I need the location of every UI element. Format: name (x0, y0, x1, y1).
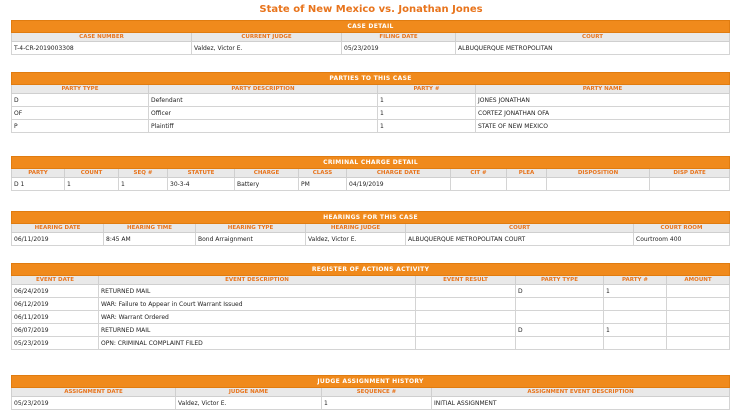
cell-event-date: 06/24/2019 (12, 285, 99, 298)
cell-sequence-num: 1 (322, 397, 432, 410)
table-row (12, 397, 730, 410)
cell-event-date: 05/23/2019 (12, 337, 99, 350)
cell-event-description: RETURNED MAIL (99, 285, 416, 298)
cell-party-type (516, 298, 604, 311)
column-header-row (12, 85, 730, 94)
cell-current-judge: Valdez, Victor E. (192, 42, 342, 55)
column-header-disposition: DISPOSITION (547, 169, 650, 178)
column-header-judge-name: JUDGE NAME (176, 388, 322, 397)
cell-plea (507, 178, 547, 191)
cell-party-type: D (516, 285, 604, 298)
column-header-count: COUNT (65, 169, 119, 178)
cell-party-name: STATE OF NEW MEXICO (476, 120, 730, 133)
cell-statute: 30-3-4 (168, 178, 235, 191)
cell-event-description: OPN: CRIMINAL COMPLAINT FILED (99, 337, 416, 350)
column-header-filing-date: FILING DATE (342, 33, 456, 42)
cell-party-type: D (516, 324, 604, 337)
cell-event-description: WAR: Warrant Ordered (99, 311, 416, 324)
parties-section (11, 72, 729, 133)
cell-party-type (516, 311, 604, 324)
column-header-court: COURT (406, 224, 634, 233)
cell-judge-name: Valdez, Victor E. (176, 397, 322, 410)
cell-event-description: WAR: Failure to Appear in Court Warrant Issued (99, 298, 416, 311)
column-header-sequence-num: SEQUENCE # (322, 388, 432, 397)
cell-event-result (416, 311, 516, 324)
section-heading: PARTIES TO THIS CASE (12, 73, 730, 85)
column-header-party: PARTY (12, 169, 65, 178)
criminal-charge-section (11, 156, 729, 191)
cell-party-num: 1 (378, 107, 476, 120)
section-heading: CRIMINAL CHARGE DETAIL (12, 157, 730, 169)
column-header-row (12, 388, 730, 397)
cell-event-result (416, 324, 516, 337)
page-title: State of New Mexico vs. Jonathan Jones (259, 4, 483, 15)
column-header-hearing-date: HEARING DATE (12, 224, 104, 233)
column-header-row (12, 224, 730, 233)
cell-event-result (416, 285, 516, 298)
section-heading: JUDGE ASSIGNMENT HISTORY (12, 376, 730, 388)
cell-charge: Battery (235, 178, 299, 191)
cell-case-number: T-4-CR-2019003308 (12, 42, 192, 55)
column-header-row (12, 169, 730, 178)
column-header-row (12, 33, 730, 42)
cell-court: ALBUQUERQUE METROPOLITAN (456, 42, 730, 55)
column-header-hearing-type: HEARING TYPE (196, 224, 306, 233)
table-row (12, 94, 730, 107)
cell-party-type: OF (12, 107, 149, 120)
cell-event-result (416, 298, 516, 311)
column-header-court-room: COURT ROOM (634, 224, 730, 233)
cell-amount (667, 337, 730, 350)
column-header-row (12, 276, 730, 285)
column-header-seq-num: SEQ # (119, 169, 168, 178)
cell-party-num (604, 311, 667, 324)
column-header-current-judge: CURRENT JUDGE (192, 33, 342, 42)
cell-amount (667, 285, 730, 298)
table-row (12, 178, 730, 191)
column-header-party-num: PARTY # (604, 276, 667, 285)
column-header-court: COURT (456, 33, 730, 42)
cell-charge-date: 04/19/2019 (347, 178, 451, 191)
cell-event-date: 06/07/2019 (12, 324, 99, 337)
cell-hearing-time: 8:45 AM (104, 233, 196, 246)
column-header-plea: PLEA (507, 169, 547, 178)
column-header-statute: STATUTE (168, 169, 235, 178)
cell-event-date: 06/12/2019 (12, 298, 99, 311)
cell-count: 1 (65, 178, 119, 191)
cell-hearing-date: 06/11/2019 (12, 233, 104, 246)
cell-event-date: 06/11/2019 (12, 311, 99, 324)
table-row (12, 42, 730, 55)
cell-event-result (416, 337, 516, 350)
column-header-party-name: PARTY NAME (476, 85, 730, 94)
cell-filing-date: 05/23/2019 (342, 42, 456, 55)
section-heading: REGISTER OF ACTIONS ACTIVITY (12, 264, 730, 276)
section-heading: HEARINGS FOR THIS CASE (12, 212, 730, 224)
cell-party-num (604, 298, 667, 311)
cell-party-type: D (12, 94, 149, 107)
cell-hearing-type: Bond Arraignment (196, 233, 306, 246)
table-row (12, 337, 730, 350)
judge-assignment-section (11, 375, 729, 410)
cell-cit-num (451, 178, 507, 191)
cell-party-num: 1 (604, 324, 667, 337)
cell-party-description: Plaintiff (149, 120, 378, 133)
table-row (12, 311, 730, 324)
column-header-event-description: EVENT DESCRIPTION (99, 276, 416, 285)
hearings-for-this-case-table (11, 211, 730, 246)
cell-class: PM (299, 178, 347, 191)
cell-party-description: Defendant (149, 94, 378, 107)
column-header-amount: AMOUNT (667, 276, 730, 285)
cell-party-name: CORTEZ JONATHAN OFA (476, 107, 730, 120)
cell-amount (667, 324, 730, 337)
judge-assignment-history-table (11, 375, 730, 410)
column-header-hearing-judge: HEARING JUDGE (306, 224, 406, 233)
parties-to-this-case-table (11, 72, 730, 133)
table-row (12, 285, 730, 298)
column-header-event-date: EVENT DATE (12, 276, 99, 285)
table-row (12, 324, 730, 337)
case-detail-section (11, 20, 729, 55)
table-row (12, 233, 730, 246)
cell-assignment-event-description: INITIAL ASSIGNMENT (432, 397, 730, 410)
cell-court-room: Courtroom 400 (634, 233, 730, 246)
cell-amount (667, 311, 730, 324)
cell-party: D 1 (12, 178, 65, 191)
table-row (12, 120, 730, 133)
column-header-party-num: PARTY # (378, 85, 476, 94)
column-header-event-result: EVENT RESULT (416, 276, 516, 285)
section-heading: CASE DETAIL (12, 21, 730, 33)
cell-assignment-date: 05/23/2019 (12, 397, 176, 410)
column-header-disp-date: DISP DATE (650, 169, 730, 178)
cell-party-num (604, 337, 667, 350)
column-header-party-type: PARTY TYPE (516, 276, 604, 285)
cell-party-type (516, 337, 604, 350)
column-header-hearing-time: HEARING TIME (104, 224, 196, 233)
hearings-section (11, 211, 729, 246)
cell-court: ALBUQUERQUE METROPOLITAN COURT (406, 233, 634, 246)
register-of-actions-activity-table (11, 263, 730, 350)
cell-party-name: JONES JONATHAN (476, 94, 730, 107)
column-header-charge-date: CHARGE DATE (347, 169, 451, 178)
column-header-cit-num: CIT # (451, 169, 507, 178)
register-of-actions-section (11, 263, 729, 350)
column-header-charge: CHARGE (235, 169, 299, 178)
column-header-party-description: PARTY DESCRIPTION (149, 85, 378, 94)
cell-party-type: P (12, 120, 149, 133)
cell-disposition (547, 178, 650, 191)
cell-amount (667, 298, 730, 311)
case-detail-table (11, 20, 730, 55)
cell-party-description: Officer (149, 107, 378, 120)
criminal-charge-detail-table (11, 156, 730, 191)
column-header-case-number: CASE NUMBER (12, 33, 192, 42)
cell-seq-num: 1 (119, 178, 168, 191)
cell-party-num: 1 (378, 94, 476, 107)
column-header-party-type: PARTY TYPE (12, 85, 149, 94)
table-row (12, 298, 730, 311)
cell-party-num: 1 (378, 120, 476, 133)
column-header-assignment-event-description: ASSIGNMENT EVENT DESCRIPTION (432, 388, 730, 397)
cell-party-num: 1 (604, 285, 667, 298)
cell-hearing-judge: Valdez, Victor E. (306, 233, 406, 246)
column-header-assignment-date: ASSIGNMENT DATE (12, 388, 176, 397)
column-header-class: CLASS (299, 169, 347, 178)
cell-event-description: RETURNED MAIL (99, 324, 416, 337)
table-row (12, 107, 730, 120)
cell-disp-date (650, 178, 730, 191)
